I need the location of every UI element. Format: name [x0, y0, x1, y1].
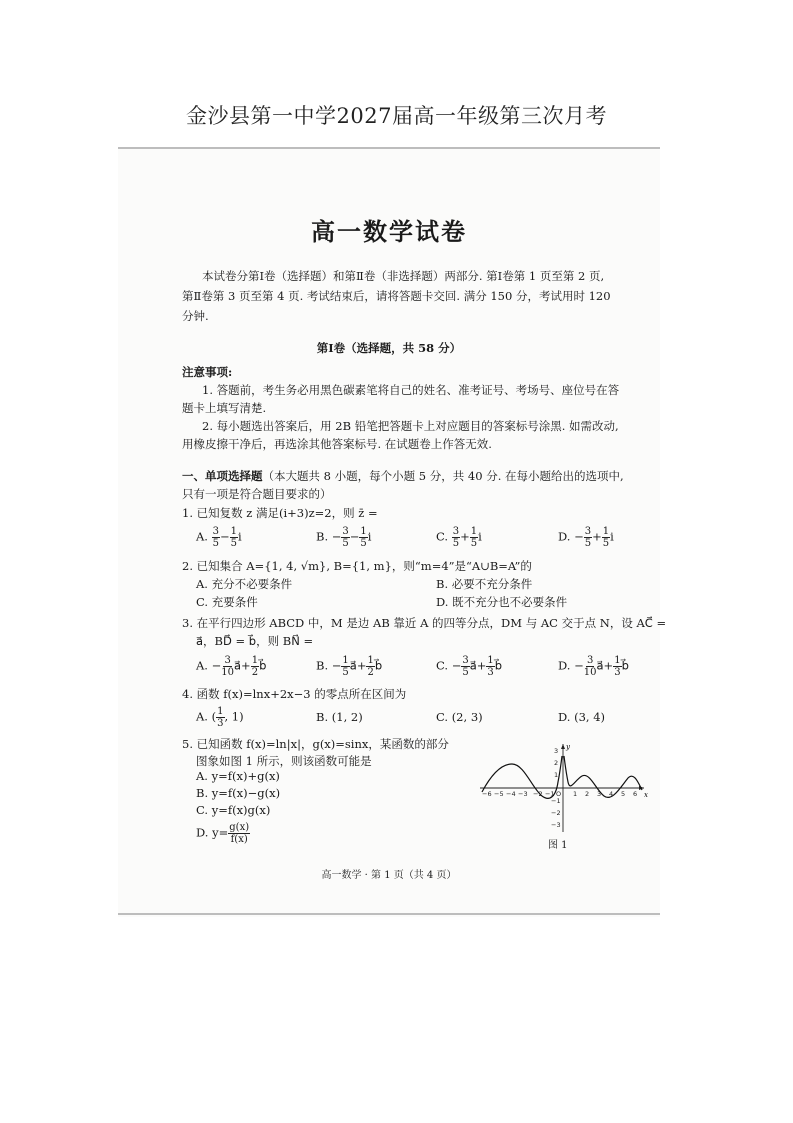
option-label: A. — [196, 709, 208, 724]
q2-option-c: C. 充要条件 — [196, 595, 258, 609]
y-tick: −1 — [551, 797, 561, 805]
option-label: A. — [196, 658, 208, 673]
note-1-line-1: 1. 答题前，考生务必用黑色碳素笔将自己的姓名、准考证号、考场号、座位号在答 — [202, 383, 620, 397]
q4-option-a: A. ( $\frac{1}{3}$ , 1) — [196, 706, 244, 729]
q3-option-a: A. − $\frac{3}{10}$ a⃗+ $\frac{1}{2}$ b⃗ — [196, 655, 267, 678]
option-label: D. — [558, 658, 571, 673]
q3-option-b: B. − $\frac{1}{5}$ a⃗+ $\frac{1}{2}$ b⃗ — [316, 655, 383, 678]
q1-option-a: A. $\frac{3}{5}$ − $\frac{1}{5}$ i — [196, 526, 242, 549]
y-axis-label: y — [566, 743, 570, 751]
page-footer: 高一数学 · 第 1 页（共 4 页） — [321, 870, 457, 881]
option-label: D. — [558, 529, 571, 544]
section-heading: 第Ⅰ卷（选择题，共 58 分） — [316, 341, 462, 355]
option-label: C. — [436, 658, 449, 673]
q4-option-b: B. (1, 2) — [316, 710, 363, 724]
option-label: B. — [316, 658, 329, 673]
q3-option-d: D. − $\frac{3}{10}$ a⃗+ $\frac{1}{3}$ b⃗ — [558, 655, 629, 678]
option-label: A. — [196, 529, 208, 544]
q5-option-b: B. y=f(x)−g(x) — [196, 786, 281, 800]
page-header: 金沙县第一中学2027届高一年级第三次月考 — [186, 104, 607, 128]
q5-option-c: C. y=f(x)g(x) — [196, 803, 271, 817]
intro-line-3: 分钟. — [182, 309, 209, 323]
y-tick: −2 — [551, 809, 561, 817]
q3-stem-2: a⃗，BD⃗ = b⃗，则 BN⃗ = — [196, 634, 314, 648]
q4-stem: 4. 函数 f(x)=lnx+2x−3 的零点所在区间为 — [182, 687, 407, 701]
x-tick: 4 — [609, 790, 614, 798]
y-tick: 2 — [554, 759, 559, 767]
x-tick: −4 — [506, 790, 516, 798]
y-tick: −3 — [551, 821, 561, 829]
part1-desc: （本大题共 8 小题，每个小题 5 分，共 40 分. 在每小题给出的选项中, — [262, 469, 624, 483]
x-tick: −1 — [545, 790, 555, 798]
q1-option-d: D. − $\frac{3}{5}$ + $\frac{1}{5}$ i — [558, 526, 614, 549]
x-tick: −3 — [518, 790, 528, 798]
x-tick: −2 — [533, 790, 543, 798]
q5-stem-2: 图象如图 1 所示，则该函数可能是 — [196, 754, 372, 768]
y-axis-arrow — [561, 744, 565, 749]
q2-stem: 2. 已知集合 A={1, 4, √m}, B={1, m}，则“m=4”是“A∪B=A”的 — [182, 559, 532, 573]
q2-option-d: D. 既不充分也不必要条件 — [436, 595, 568, 609]
q5-stem-1: 5. 已知函数 f(x)=ln|x|，g(x)=sinx，某函数的部分 — [182, 737, 449, 751]
part1-heading — [182, 466, 624, 486]
x-tick: 1 — [573, 790, 578, 798]
option-label: D. y= — [196, 825, 229, 840]
q2-option-a: A. 充分不必要条件 — [196, 577, 293, 591]
x-tick: 5 — [621, 790, 626, 798]
scan-bottom-edge — [118, 913, 660, 915]
q2-option-b: B. 必要不充分条件 — [436, 577, 533, 591]
q4-option-c: C. (2, 3) — [436, 710, 483, 724]
note-2-line-2: 用橡皮擦干净后，再选涂其他答案标号. 在试题卷上作答无效. — [182, 437, 492, 451]
x-tick: 2 — [585, 790, 590, 798]
x-tick-origin: O — [556, 790, 562, 798]
q1-option-c: C. $\frac{3}{5}$ + $\frac{1}{5}$ i — [436, 526, 482, 549]
exam-title: 高一数学试卷 — [311, 217, 467, 246]
q1-option-b: B. − $\frac{3}{5}$ − $\frac{1}{5}$ i — [316, 526, 372, 549]
q3-option-c: C. − $\frac{3}{5}$ a⃗+ $\frac{1}{3}$ b⃗ — [436, 655, 503, 678]
q5-option-d: D. y= $\frac{g(x)}{f(x)}$ — [196, 822, 250, 845]
notes-heading: 注意事项: — [182, 365, 233, 379]
note-2-line-1: 2. 每小题选出答案后，用 2B 铅笔把答题卡上对应题目的答案标号涂黑. 如需改动, — [202, 419, 619, 433]
figure-label: 图 1 — [548, 840, 568, 851]
part1-desc-2: 只有一项是符合题目要求的） — [182, 487, 332, 501]
x-tick: −5 — [494, 790, 504, 798]
intro-line-2: 第Ⅱ卷第 3 页至第 4 页. 考试结束后，请将答题卡交回. 满分 150 分，考试用时 120 — [182, 289, 611, 303]
x-tick: 3 — [597, 790, 602, 798]
x-tick: 6 — [633, 790, 638, 798]
intro-line-1: 本试卷分第Ⅰ卷（选择题）和第Ⅱ卷（非选择题）两部分. 第Ⅰ卷第 1 页至第 2 页, — [202, 269, 605, 283]
option-label: B. — [316, 529, 329, 544]
note-1-line-2: 题卡上填写清楚. — [182, 401, 267, 415]
function-graph — [478, 742, 648, 834]
option-label: C. — [436, 529, 449, 544]
y-tick: 3 — [554, 747, 559, 755]
part1-label: 一、单项选择题 — [182, 469, 263, 483]
q5-option-a: A. y=f(x)+g(x) — [196, 769, 280, 783]
q1-stem: 1. 已知复数 z 满足(i+3)z=2，则 z̄ = — [182, 506, 378, 520]
scan-top-edge — [118, 147, 660, 149]
x-tick: −6 — [482, 790, 492, 798]
y-tick: 1 — [554, 771, 559, 779]
q3-stem-1: 3. 在平行四边形 ABCD 中，M 是边 AB 靠近 A 的四等分点，DM 与 AC 交于点 N，设 AC⃗ = — [182, 616, 667, 630]
q4-option-d: D. (3, 4) — [558, 710, 606, 724]
x-axis-label: x — [644, 791, 648, 799]
